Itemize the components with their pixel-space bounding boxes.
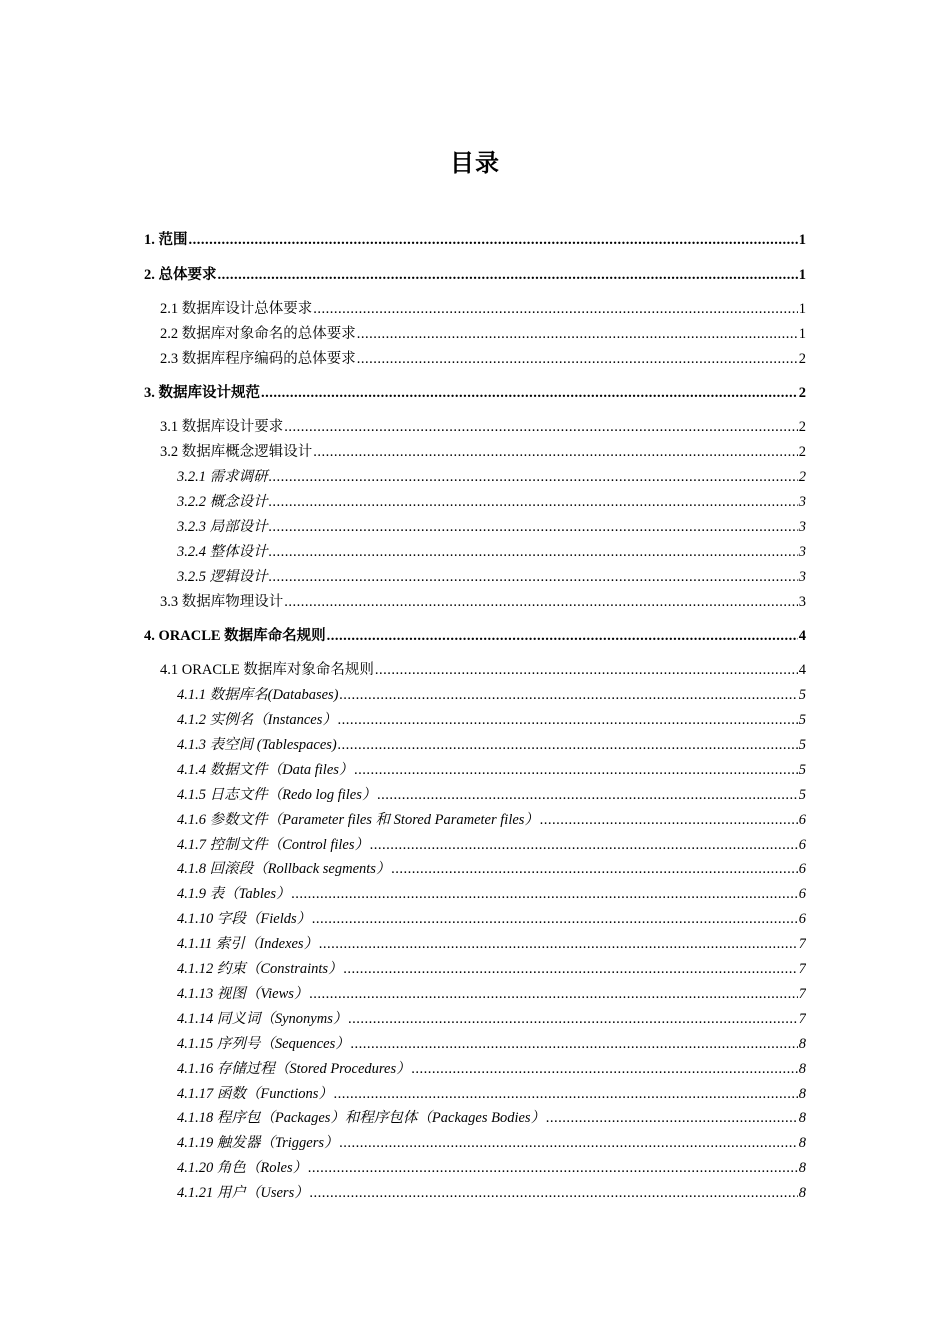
toc-entry-title: 4.1.14 同义词（Synonyms） (177, 1010, 348, 1027)
toc-entry-page-number: 7 (798, 961, 806, 978)
toc-entry-page-number: 8 (798, 1135, 806, 1152)
toc-entry-title: 4.1.5 日志文件（Redo log files） (177, 786, 377, 803)
toc-entry-level-3[interactable] (177, 1082, 806, 1107)
toc-entry-level-3[interactable] (177, 1106, 806, 1131)
toc-entry-page-number: 2 (798, 469, 806, 486)
toc-entry-title: 3.3 数据库物理设计 (160, 593, 284, 610)
toc-entry-level-2[interactable] (160, 658, 806, 683)
toc-entry-level-1[interactable] (144, 624, 806, 649)
toc-dot-leader (308, 1156, 798, 1181)
toc-entry-level-2[interactable] (160, 590, 806, 615)
toc-entry-page-number: 8 (798, 1160, 806, 1177)
toc-dot-leader (354, 758, 797, 783)
toc-entry-level-3[interactable] (177, 982, 806, 1007)
toc-dot-leader (284, 415, 798, 440)
toc-entry-title: 3.2.2 概念设计 (177, 494, 268, 511)
toc-entry-title: 4.1.12 约束（Constraints） (177, 961, 343, 978)
toc-entry-page-number: 5 (798, 761, 806, 778)
toc-entry-page-number: 5 (798, 786, 806, 803)
toc-dot-leader (357, 347, 798, 372)
toc-entry-level-3[interactable] (177, 758, 806, 783)
toc-dot-leader (269, 540, 798, 565)
toc-entry-level-3[interactable] (177, 783, 806, 808)
toc-dot-leader (327, 624, 798, 649)
toc-entry-level-3[interactable] (177, 907, 806, 932)
toc-entry-level-3[interactable] (177, 465, 806, 490)
toc-dot-leader (269, 515, 798, 540)
toc-entry-level-3[interactable] (177, 808, 806, 833)
toc-dot-leader (313, 297, 798, 322)
toc-dot-leader (218, 263, 798, 288)
toc-entry-title: 3.2.1 需求调研 (177, 469, 268, 486)
toc-entry-page-number: 8 (798, 1110, 806, 1127)
toc-entry-page-number: 6 (798, 836, 806, 853)
toc-entry-title: 4.1.9 表（Tables） (177, 886, 291, 903)
toc-entry-level-3[interactable] (177, 565, 806, 590)
toc-entry-page-number: 2 (798, 444, 806, 461)
toc-dot-leader (269, 490, 798, 515)
toc-entry-title: 4.1.15 序列号（Sequences） (177, 1035, 350, 1052)
toc-dot-leader (338, 733, 798, 758)
toc-entry-page-number: 7 (798, 1010, 806, 1027)
toc-entry-level-3[interactable] (177, 733, 806, 758)
toc-entry-title: 4.1.20 角色（Roles） (177, 1160, 308, 1177)
toc-dot-leader (269, 465, 798, 490)
toc-entry-page-number: 3 (798, 568, 806, 585)
toc-entry-level-3[interactable] (177, 957, 806, 982)
toc-dot-leader (338, 708, 798, 733)
toc-dot-leader (334, 1082, 798, 1107)
toc-entry-page-number: 6 (798, 911, 806, 928)
toc-entry-page-number: 5 (798, 712, 806, 729)
toc-entry-title: 2.3 数据库程序编码的总体要求 (160, 350, 356, 367)
toc-dot-leader (310, 1181, 798, 1206)
toc-dot-leader (412, 1057, 798, 1082)
toc-dot-leader (351, 1032, 798, 1057)
toc-entry-title: 4.1.16 存储过程（Stored Procedures） (177, 1060, 411, 1077)
toc-entry-page-number: 3 (798, 593, 806, 610)
toc-entry-level-3[interactable] (177, 683, 806, 708)
toc-entry-title: 2.1 数据库设计总体要求 (160, 300, 313, 317)
toc-entry-level-3[interactable] (177, 490, 806, 515)
toc-entry-page-number: 8 (798, 1035, 806, 1052)
toc-entry-page-number: 2 (798, 385, 806, 402)
toc-dot-leader (540, 808, 798, 833)
toc-entry-title: 4.1.11 索引（Indexes） (177, 936, 319, 953)
toc-entry-level-3[interactable] (177, 1007, 806, 1032)
toc-dot-leader (319, 932, 798, 957)
toc-entry-level-1[interactable] (144, 263, 806, 288)
toc-entry-page-number: 8 (798, 1085, 806, 1102)
toc-entry-level-3[interactable] (177, 708, 806, 733)
toc-entry-title: 4.1.19 触发器（Triggers） (177, 1135, 339, 1152)
toc-dot-leader (312, 907, 798, 932)
toc-dot-leader (546, 1106, 798, 1131)
toc-entry-page-number: 4 (798, 628, 806, 645)
toc-entry-title: 4.1.3 表空间 (Tablespaces) (177, 737, 337, 754)
toc-entry-page-number: 1 (798, 325, 806, 342)
toc-dot-leader (261, 381, 798, 406)
toc-entry-title: 1. 范围 (144, 232, 188, 248)
toc-entry-page-number: 7 (798, 936, 806, 953)
toc-entry-title: 3.2.5 逻辑设计 (177, 568, 268, 585)
toc-entry-level-3[interactable] (177, 1057, 806, 1082)
toc-entry-level-2[interactable] (160, 347, 806, 372)
toc-entry-page-number: 1 (798, 266, 806, 283)
toc-entry-level-1[interactable] (144, 381, 806, 406)
toc-entry-level-3[interactable] (177, 1131, 806, 1156)
toc-entry-title: 3.2.4 整体设计 (177, 543, 268, 560)
toc-entry-page-number: 3 (798, 494, 806, 511)
toc-entry-level-3[interactable] (177, 540, 806, 565)
toc-entry-page-number: 5 (798, 737, 806, 754)
toc-entry-page-number: 6 (798, 861, 806, 878)
toc-entry-title: 3. 数据库设计规范 (144, 385, 260, 402)
toc-entry-page-number: 1 (798, 300, 806, 317)
toc-entry-title: 4.1.7 控制文件（Control files） (177, 836, 369, 853)
toc-entry-page-number: 8 (798, 1185, 806, 1202)
toc-dot-leader (344, 957, 798, 982)
toc-dot-leader (370, 833, 798, 858)
toc-entry-page-number: 3 (798, 543, 806, 560)
toc-entry-level-1[interactable] (144, 228, 806, 253)
toc-entry-page-number: 7 (798, 985, 806, 1002)
toc-list (0, 226, 950, 1206)
toc-entry-page-number: 1 (798, 232, 806, 248)
toc-entry-title: 4.1.6 参数文件（Parameter files 和 Stored Parameter files） (177, 811, 539, 828)
toc-entry-title: 4.1.4 数据文件（Data files） (177, 761, 354, 778)
toc-dot-leader (291, 882, 797, 907)
toc-entry-title: 4.1.2 实例名（Instances） (177, 712, 337, 729)
toc-entry-page-number: 2 (798, 350, 806, 367)
toc-dot-leader (357, 322, 798, 347)
toc-dot-leader (269, 565, 798, 590)
toc-entry-page-number: 6 (798, 811, 806, 828)
toc-entry-page-number: 2 (798, 419, 806, 436)
toc-dot-leader (189, 228, 798, 253)
toc-dot-leader (348, 1007, 797, 1032)
toc-dot-leader (284, 590, 798, 615)
toc-entry-level-3[interactable] (177, 1181, 806, 1206)
toc-entry-page-number: 4 (798, 662, 806, 679)
toc-dot-leader (313, 440, 798, 465)
toc-entry-title: 4.1.18 程序包（Packages）和程序包体（Packages Bodies） (177, 1110, 546, 1127)
toc-entry-level-2[interactable] (160, 440, 806, 465)
toc-entry-page-number: 6 (798, 886, 806, 903)
toc-entry-level-3[interactable] (177, 833, 806, 858)
toc-entry-page-number: 8 (798, 1060, 806, 1077)
toc-entry-title: 4. ORACLE 数据库命名规则 (144, 628, 326, 645)
toc-entry-level-3[interactable] (177, 932, 806, 957)
toc-dot-leader (340, 683, 798, 708)
toc-entry-level-3[interactable] (177, 1032, 806, 1057)
toc-dot-leader (309, 982, 797, 1007)
toc-entry-title: 4.1.13 视图（Views） (177, 985, 309, 1002)
toc-dot-leader (375, 658, 798, 683)
toc-entry-title: 3.2 数据库概念逻辑设计 (160, 444, 313, 461)
toc-entry-level-2[interactable] (160, 322, 806, 347)
toc-entry-page-number: 5 (798, 687, 806, 704)
toc-entry-level-2[interactable] (160, 415, 806, 440)
toc-entry-title: 4.1.21 用户（Users） (177, 1185, 309, 1202)
toc-entry-title: 2.2 数据库对象命名的总体要求 (160, 325, 356, 342)
toc-entry-level-3[interactable] (177, 515, 806, 540)
toc-entry-title: 4.1.1 数据库名(Databases) (177, 687, 339, 704)
toc-entry-title: 4.1 ORACLE 数据库对象命名规则 (160, 662, 374, 679)
toc-entry-title: 3.2.3 局部设计 (177, 518, 268, 535)
toc-entry-level-3[interactable] (177, 882, 806, 907)
toc-dot-leader (391, 857, 797, 882)
toc-entry-level-3[interactable] (177, 1156, 806, 1181)
toc-entry-title: 4.1.17 函数（Functions） (177, 1085, 333, 1102)
toc-entry-title: 4.1.8 回滚段（Rollback segments） (177, 861, 391, 878)
toc-entry-level-3[interactable] (177, 857, 806, 882)
toc-entry-title: 3.1 数据库设计要求 (160, 419, 284, 436)
toc-entry-level-2[interactable] (160, 297, 806, 322)
toc-dot-leader (340, 1131, 798, 1156)
toc-dot-leader (377, 783, 797, 808)
toc-entry-page-number: 3 (798, 518, 806, 535)
toc-entry-title: 2. 总体要求 (144, 266, 217, 283)
toc-entry-title: 4.1.10 字段（Fields） (177, 911, 312, 928)
toc-title: 目录 (450, 149, 500, 177)
